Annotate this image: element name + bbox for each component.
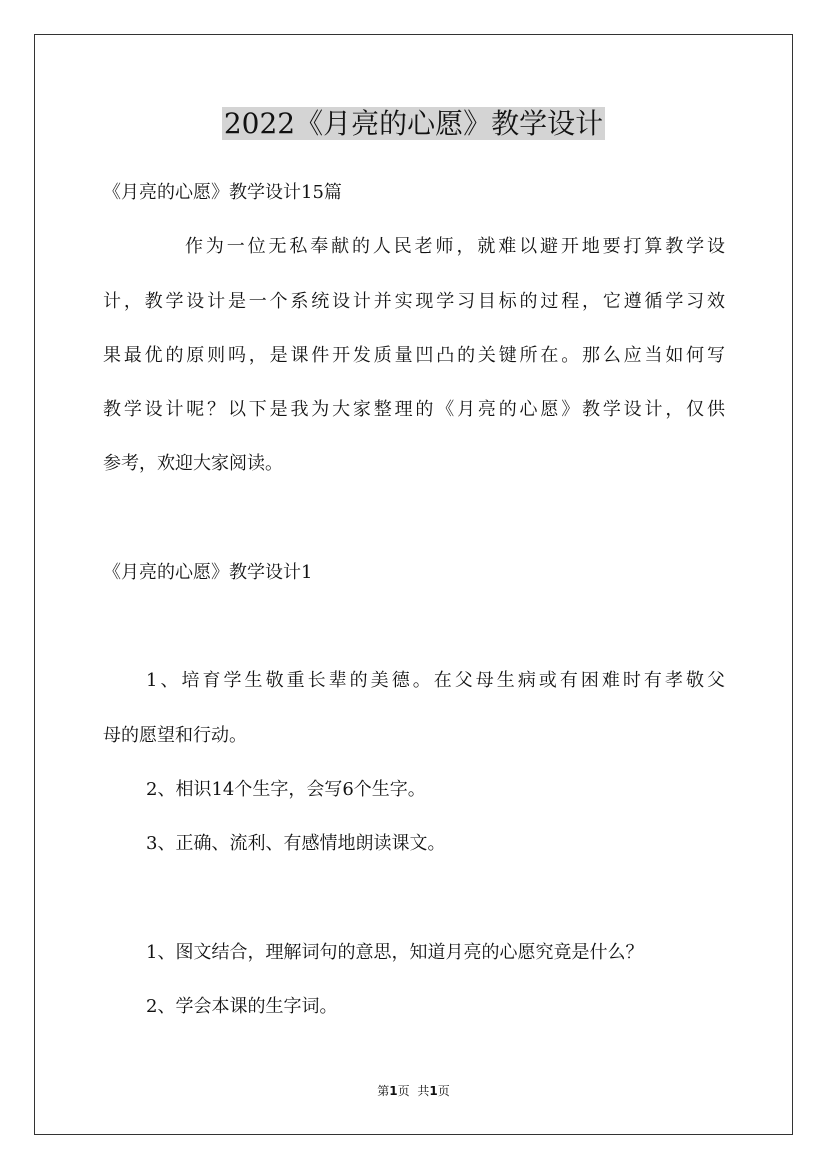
intro-line-1: 作为一位无私奉献的人民老师，就难以避开地要打算教学设 — [185, 236, 728, 257]
section-heading: 《月亮的心愿》教学设计1 — [103, 562, 313, 583]
footer-page-number: 1 — [389, 1084, 398, 1098]
goal-line-4: 3、正确、流利、有感情地朗读课文。 — [146, 833, 446, 854]
goal-line-1: 1、培育学生敬重长辈的美德。在父母生病或有困难时有孝敬父 — [146, 670, 729, 691]
goal-line-3: 2、相识14个生字，会写6个生字。 — [146, 779, 426, 800]
document-title-container — [0, 104, 827, 144]
key-point-1: 1、图文结合，理解词句的意思，知道月亮的心愿究竟是什么？ — [146, 942, 644, 963]
document-subtitle: 《月亮的心愿》教学设计15篇 — [103, 182, 342, 203]
footer-prefix-total: 共 — [417, 1084, 430, 1098]
document-title: 2022《月亮的心愿》教学设计 — [223, 107, 604, 140]
page-footer — [0, 1083, 827, 1099]
intro-line-4: 教学设计呢？以下是我为大家整理的《月亮的心愿》教学设计，仅供 — [103, 399, 728, 420]
footer-page-total: 1 — [429, 1084, 438, 1098]
intro-line-2: 计，教学设计是一个系统设计并实现学习目标的过程，它遵循学习效 — [103, 291, 728, 312]
key-point-2: 2、学会本课的生字词。 — [146, 996, 338, 1017]
intro-line-5: 参考，欢迎大家阅读。 — [103, 453, 283, 474]
footer-suffix-total: 页 — [437, 1084, 450, 1098]
goal-line-2: 母的愿望和行动。 — [103, 725, 247, 746]
footer-suffix-current: 页 — [397, 1084, 410, 1098]
intro-line-3: 果最优的原则吗，是课件开发质量凹凸的关键所在。那么应当如何写 — [103, 345, 728, 366]
footer-prefix-current: 第 — [377, 1084, 390, 1098]
